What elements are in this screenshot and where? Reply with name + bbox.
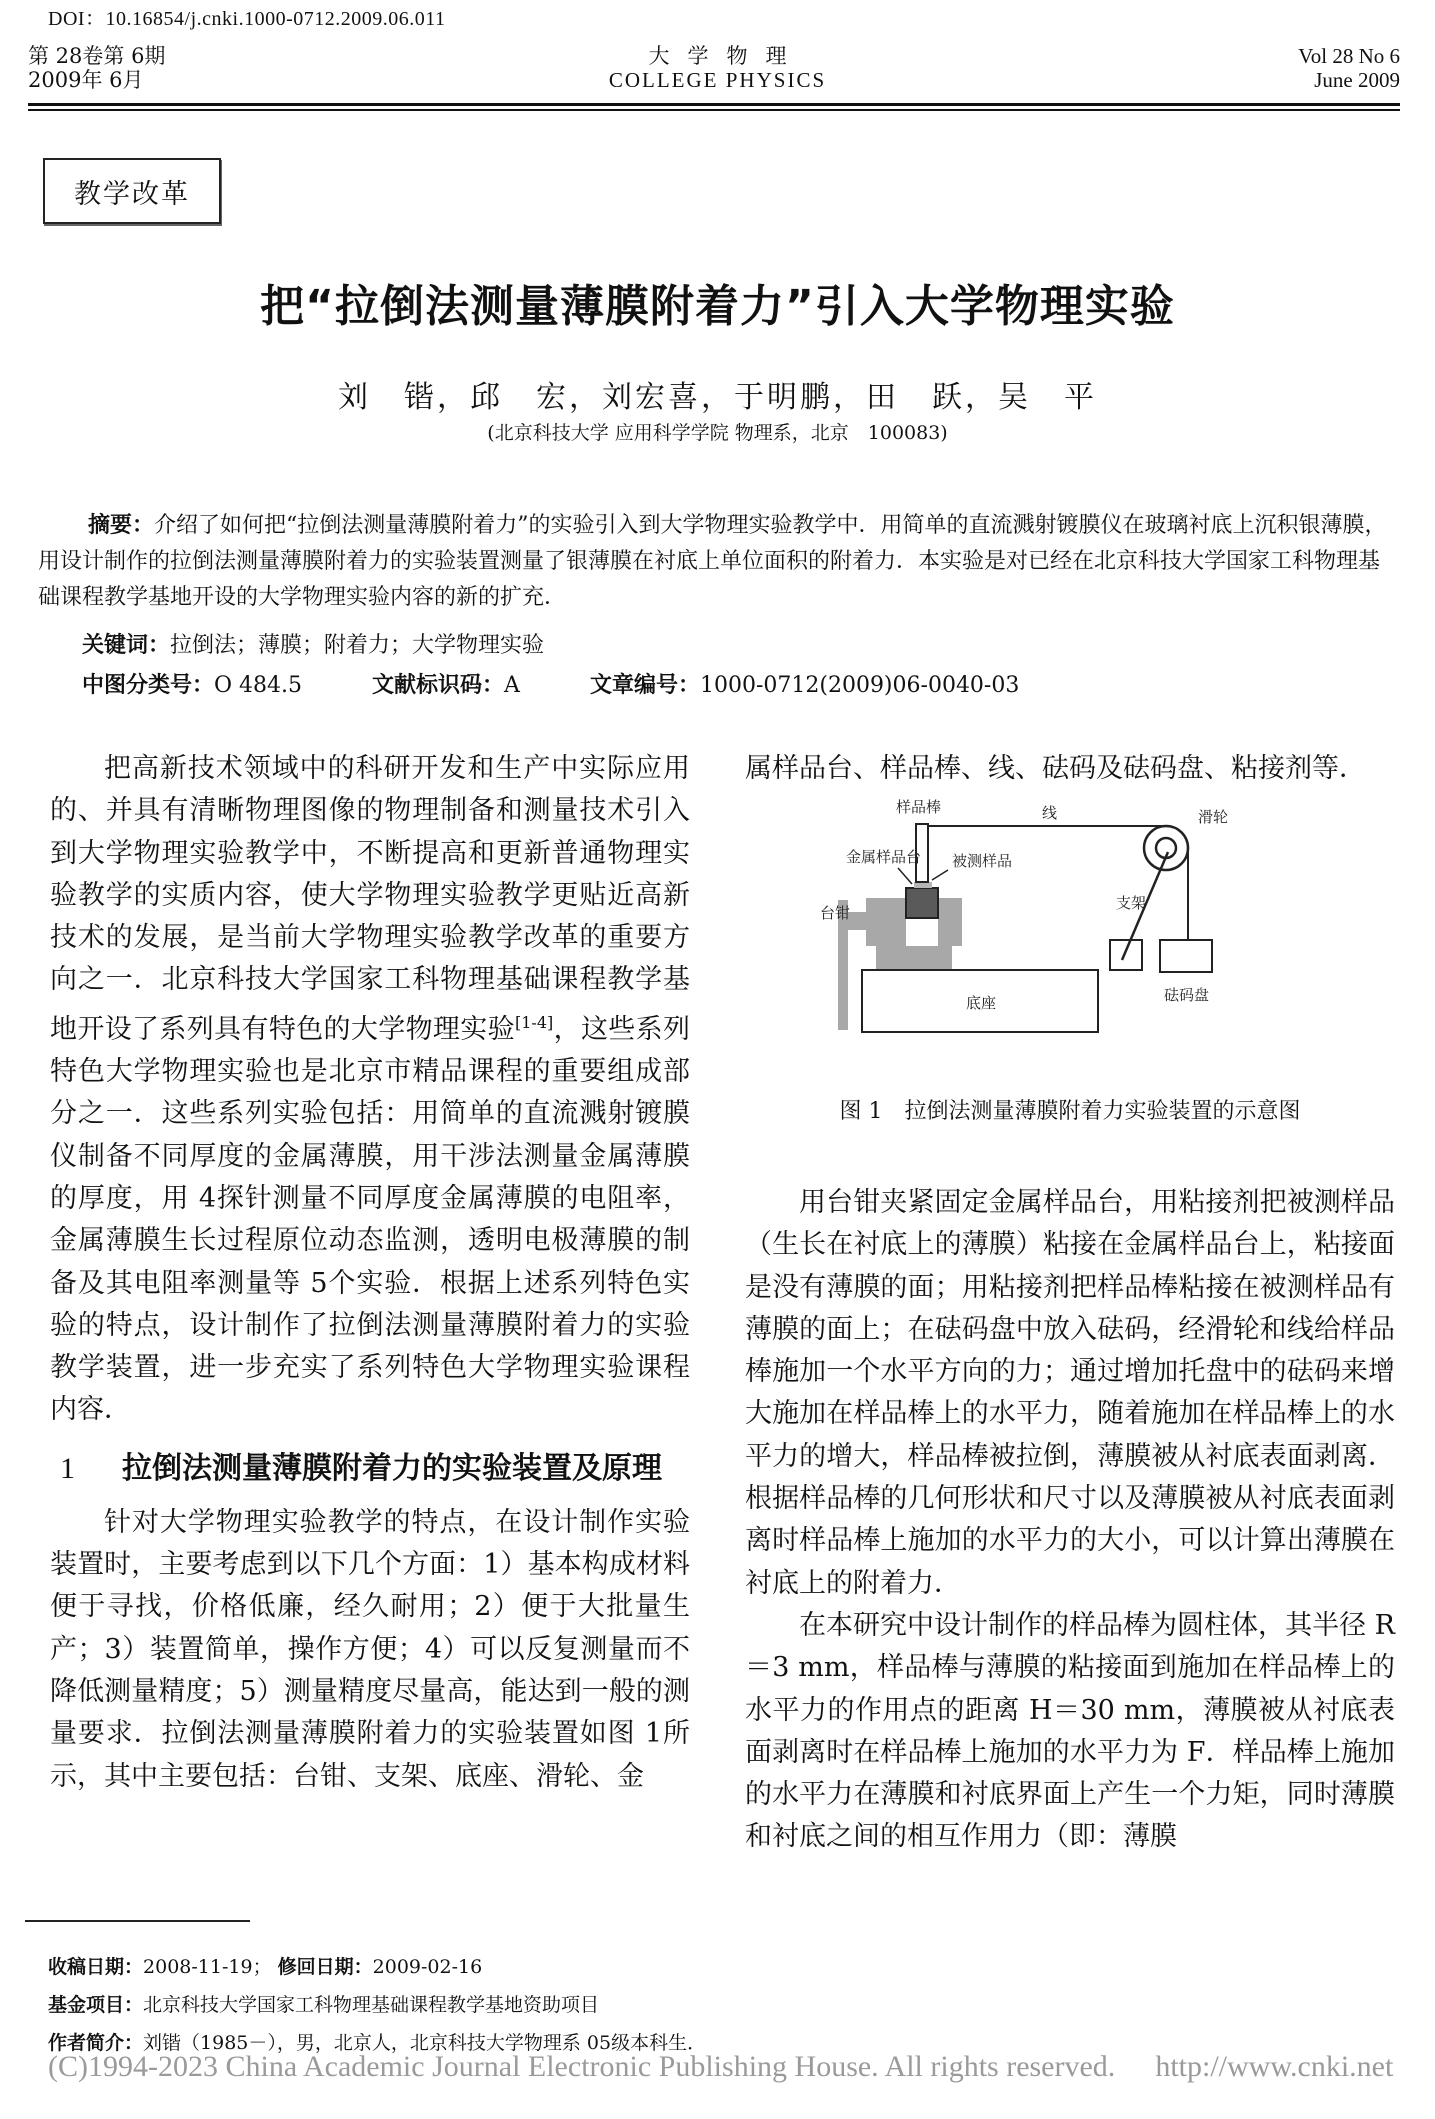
label-sample: 被测样品 xyxy=(952,852,1013,870)
journal-name-en: COLLEGE PHYSICS xyxy=(608,68,827,92)
stage-leader xyxy=(898,868,912,884)
section-title: 拉倒法测量薄膜附着力的实验装置及原理 xyxy=(122,1450,662,1486)
footnotes xyxy=(48,1948,706,2062)
doc-code-label: 文献标识码： xyxy=(372,673,505,698)
section-heading xyxy=(50,1446,690,1492)
cnki-link[interactable]: http://www.cnki.net xyxy=(1155,2050,1394,2083)
revised-date: 2009-02-16 xyxy=(372,1956,483,1978)
header-journal xyxy=(0,44,1435,92)
received-date: 2008-11-19； xyxy=(143,1956,272,1978)
label-pulley: 滑轮 xyxy=(1198,808,1229,826)
abstract-text: 介绍了如何把“拉倒法测量薄膜附着力”的实验引入到大学物理实验教学中．用简单的直流溅射镀膜仪在玻璃衬底上沉积银薄膜，用设计制作的拉倒法测量薄膜附着力的实验装置测量了银薄膜在衬底上单位面积的附着力．本实验是对已经在北京科技大学国家工科物理基础课程教学基地开设的大学物理实验内容的新的扩充． xyxy=(38,513,1387,610)
footnote-fund xyxy=(48,1986,706,2024)
weight-pan xyxy=(1160,940,1212,972)
keywords-text: 拉倒法；薄膜；附着力；大学物理实验 xyxy=(170,633,545,658)
vise-gap xyxy=(906,918,938,946)
author-bio-value: 刘锴（1985－），男，北京人，北京科技大学物理系 05级本科生． xyxy=(143,2032,707,2054)
label-thread: 线 xyxy=(1042,804,1058,822)
abstract xyxy=(38,508,1398,616)
figure-caption: 图 1 拉倒法测量薄膜附着力实验装置的示意图 xyxy=(839,1099,1301,1124)
author-list: 刘 锴，邱 宏，刘宏喜，于明鹏，田 跃，吴 平 xyxy=(338,380,1097,415)
apparatus-diagram xyxy=(820,790,1240,1070)
received-label: 收稿日期： xyxy=(48,1956,144,1978)
date-en: June 2009 xyxy=(1314,68,1400,92)
volume-issue-cn: 第 28卷第 6期 xyxy=(28,44,166,68)
figure-1 xyxy=(820,790,1240,1070)
intro-paragraph xyxy=(50,748,690,1432)
label-vise: 台钳 xyxy=(820,904,851,922)
intro-text-b: ，这些系列特色大学物理实验也是北京市精品课程的重要组成部分之一．这些系列实验包括：用简单的直流溅射镀膜仪制备不同厚度的金属薄膜，用干涉法测量金属薄膜的厚度，用 4探针测量不同厚度金属薄膜的电阻率，金属薄膜生长过程原位动态监测，透明电极薄膜的制备及其电阻率测量等 5个实验．根据上述系列特色实验的特点，设计制作了拉倒法测量薄膜附着力的实验教学装置，进一步充实了系列特色大学物理实验课程内容． xyxy=(50,1013,691,1426)
section1-paragraph-1-cont: 属样品台、样品棒、线、砝码及砝码盘、粘接剂等． xyxy=(745,753,1366,784)
label-base: 底座 xyxy=(966,994,997,1012)
citation-ref[interactable]: [1-4] xyxy=(515,1012,554,1032)
keywords-label: 关键词： xyxy=(82,633,171,658)
header-volume-en xyxy=(1298,44,1400,92)
date-cn: 2009年 6月 xyxy=(28,68,144,92)
paper-title: 把“拉倒法测量薄膜附着力”引入大学物理实验 xyxy=(260,281,1175,332)
copyright-text: (C)1994-2023 China Academic Journal Electronic Publishing House. All rights reserved. xyxy=(48,2050,1116,2083)
pulley-outer xyxy=(1144,826,1188,870)
affiliation: (北京科技大学 应用科学学院 物理系，北京 100083) xyxy=(487,422,948,444)
right-column-top xyxy=(745,748,1395,790)
article-number-label: 文章编号： xyxy=(589,673,700,698)
bracket-block xyxy=(1110,940,1142,970)
intro-text-a: 把高新技术领域中的科研开发和生产中实际应用的、并具有清晰物理图像的物理制备和测量技术引入到大学物理实验教学中，不断提高和更新普通物理实验教学的实质内容，使大学物理实验教学更贴近高新技术的发展，是当前大学物理实验教学改革的重要方向之一．北京科技大学国家工科物理基础课程教学基地开设了系列具有特色的大学物理实验 xyxy=(50,753,690,1045)
abstract-label: 摘要： xyxy=(88,513,155,538)
fund-label: 基金项目： xyxy=(48,1994,144,2016)
clc-label: 中图分类号： xyxy=(82,673,215,698)
section-number: 1 xyxy=(60,1451,75,1485)
right-column-bottom xyxy=(745,1182,1395,1859)
left-column xyxy=(50,748,690,1798)
vise-arm xyxy=(848,912,866,930)
copyright-watermark xyxy=(48,2050,1435,2084)
header-rule xyxy=(28,103,1400,111)
clc-value: O 484.5 xyxy=(214,673,303,698)
section-label: 教学改革 xyxy=(43,158,221,224)
classification-line xyxy=(82,668,1402,699)
doc-code-value: A xyxy=(504,673,520,698)
label-stage: 金属样品台 xyxy=(846,848,922,866)
fund-value: 北京科技大学国家工科物理基础课程教学基地资助项目 xyxy=(143,1994,600,2016)
author-bio-label: 作者简介： xyxy=(48,2032,144,2054)
section1-paragraph-3: 在本研究中设计制作的样品棒为圆柱体，其半径 R＝3 mm，样品棒与薄膜的粘接面到施加在样品棒上的水平力的作用点的距离 H＝30 mm，薄膜被从衬底表面剥离时在样品棒上施加的水平力为 F．样品棒上施加的水平力在薄膜和衬底界面上产生一个力矩，同时薄膜和衬底之间的相互作用力（即：薄膜 xyxy=(745,1609,1395,1853)
keywords xyxy=(82,628,544,659)
footnote-dates xyxy=(48,1948,706,1986)
footnote-rule xyxy=(25,1920,250,1922)
revised-label: 修回日期： xyxy=(277,1956,373,1978)
metal-stage xyxy=(906,888,938,918)
label-pan: 砝码盘 xyxy=(1164,986,1210,1004)
section1-paragraph-2: 用台钳夹紧固定金属样品台，用粘接剂把被测样品（生长在衬底上的薄膜）粘接在金属样品台上，粘接面是没有薄膜的面；用粘接剂把样品棒粘接在被测样品有薄膜的面上；在砝码盘中放入砝码，经滑轮和线给样品棒施加一个水平方向的力；通过增加托盘中的砝码来增大施加在样品棒上的水平力，随着施加在样品棒上的水平力的增大，样品棒被拉倒，薄膜被从衬底表面剥离．根据样品棒的几何形状和尺寸以及薄膜被从衬底表面剥离时样品棒上施加的水平力的大小，可以计算出薄膜在衬底上的附着力． xyxy=(745,1187,1395,1599)
sample-leader xyxy=(932,870,948,880)
article-number-value: 1000-0712(2009)06-0040-03 xyxy=(699,673,1020,698)
journal-name-cn: 大学物理 xyxy=(648,44,805,68)
label-bracket: 支架 xyxy=(1116,894,1147,912)
volume-issue-en: Vol 28 No 6 xyxy=(1298,44,1400,68)
section1-paragraph-1: 针对大学物理实验教学的特点，在设计制作实验装置时，主要考虑到以下几个方面：1）基本构成材料便于寻找，价格低廉，经久耐用；2）便于大批量生产；3）装置简单，操作方便；4）可以反复测量而不降低测量精度；5）测量精度尽量高，能达到一般的测量要求．拉倒法测量薄膜附着力的实验装置如图 1所示，其中主要包括：台钳、支架、底座、滑轮、金 xyxy=(50,1506,690,1792)
label-rod: 样品棒 xyxy=(896,798,942,816)
doi-line: DOI：10.16854/j.cnki.1000-0712.2009.06.011 xyxy=(48,8,446,30)
